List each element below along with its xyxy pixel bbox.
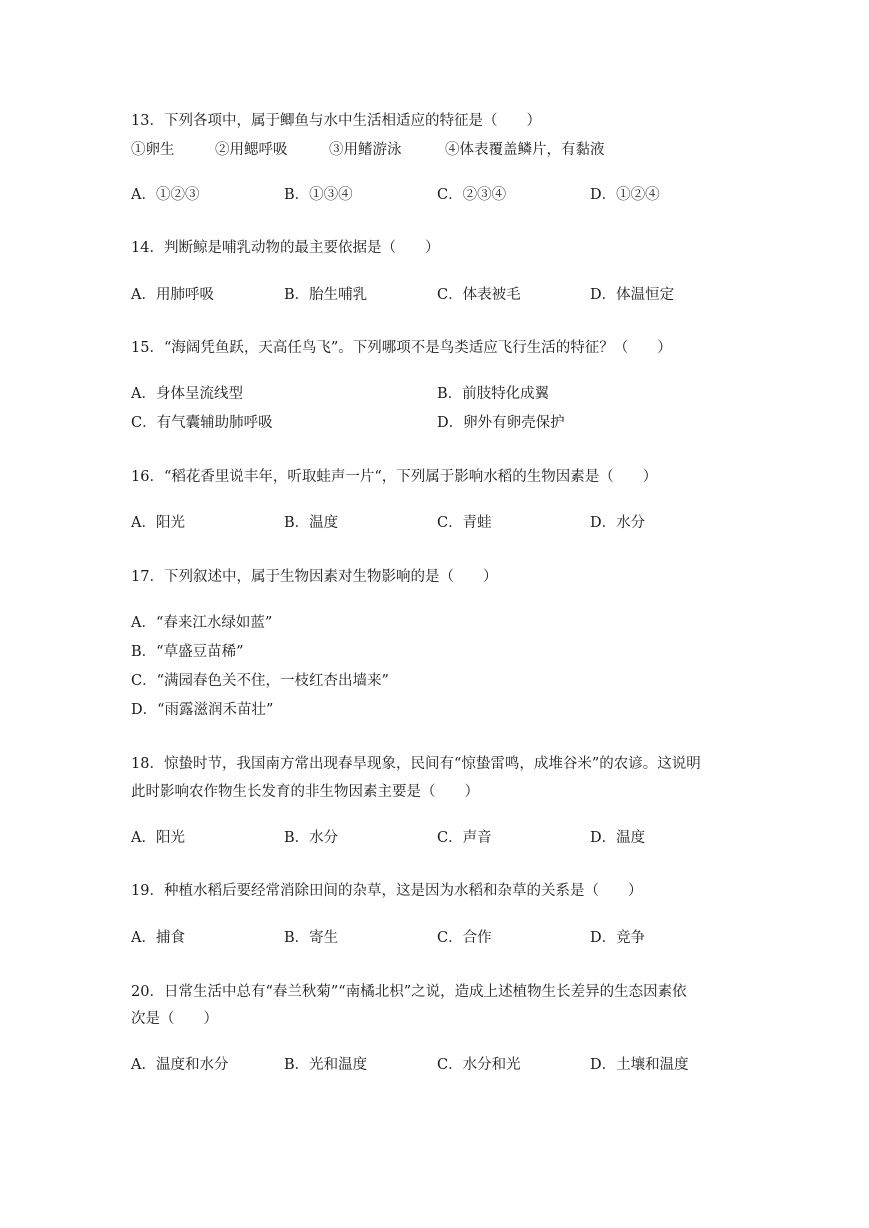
q13-option-b: B．①③④ xyxy=(284,187,353,203)
q13-option-c: C．②③④ xyxy=(437,187,507,203)
q20-option-b: B．光和温度 xyxy=(284,1057,368,1073)
q20-stem-line-2: 次是（ ） xyxy=(131,1011,218,1027)
q19-option-d: D．竞争 xyxy=(590,930,646,946)
q13-item-4: ④体表覆盖鳞片，有黏液 xyxy=(445,142,605,158)
q18-option-a: A．阳光 xyxy=(131,830,185,846)
q15-option-d: D．卵外有卵壳保护 xyxy=(437,415,565,431)
q14-option-a: A．用肺呼吸 xyxy=(131,287,214,303)
q16-option-a: A．阳光 xyxy=(131,515,185,531)
q18-stem-line-2: 此时影响农作物生长发育的非生物因素主要是（ ） xyxy=(131,784,479,800)
q18-option-d: D．温度 xyxy=(590,830,646,846)
q15-option-b: B．前肢特化成翼 xyxy=(437,386,550,402)
q15-option-a: A．身体呈流线型 xyxy=(131,386,243,402)
q13-item-2: ②用鳃呼吸 xyxy=(215,142,288,158)
q18-option-b: B．水分 xyxy=(284,830,339,846)
q18-stem-line-1: 18．惊蛰时节，我国南方常出现春旱现象，民间有“惊蛰雷鸣，成堆谷米”的农谚。这说明 xyxy=(131,756,701,772)
q16-option-d: D．水分 xyxy=(590,515,646,531)
q14-option-c: C．体表被毛 xyxy=(437,287,521,303)
q14-stem: 14．判断鲸是哺乳动物的最主要依据是（ ） xyxy=(131,240,440,256)
q19-option-c: C．合作 xyxy=(437,930,492,946)
q17-option-d: D．“雨露滋润禾苗壮” xyxy=(131,702,274,718)
q15-option-c: C．有气囊辅助肺呼吸 xyxy=(131,415,273,431)
q16-option-c: C．青蛙 xyxy=(437,515,492,531)
q17-stem: 17．下列叙述中，属于生物因素对生物影响的是（ ） xyxy=(131,569,498,585)
q19-stem: 19．种植水稻后要经常消除田间的杂草，这是因为水稻和杂草的关系是（ ） xyxy=(131,883,643,899)
q13-item-3: ③用鳍游泳 xyxy=(329,142,402,158)
q19-option-b: B．寄生 xyxy=(284,930,339,946)
q17-option-a: A．“春来江水绿如蓝” xyxy=(131,615,273,631)
q14-option-b: B．胎生哺乳 xyxy=(284,287,368,303)
q17-option-b: B．“草盛豆苗稀” xyxy=(131,644,244,660)
q20-option-c: C．水分和光 xyxy=(437,1057,521,1073)
q14-option-d: D．体温恒定 xyxy=(590,287,675,303)
q15-stem: 15．“海阔凭鱼跃，天高任鸟飞”。下列哪项不是鸟类适应飞行生活的特征？（ ） xyxy=(131,340,672,356)
q16-option-b: B．温度 xyxy=(284,515,339,531)
q20-stem-line-1: 20．日常生活中总有“春兰秋菊”“南橘北枳”之说，造成上述植物生长差异的生态因素依 xyxy=(131,984,687,1000)
q13-option-d: D．①②④ xyxy=(590,187,660,203)
q20-option-d: D．土壤和温度 xyxy=(590,1057,689,1073)
q13-option-a: A．①②③ xyxy=(131,187,200,203)
q18-option-c: C．声音 xyxy=(437,830,492,846)
q20-option-a: A．温度和水分 xyxy=(131,1057,229,1073)
q16-stem: 16．“稻花香里说丰年，听取蛙声一片“，下列属于影响水稻的生物因素是（ ） xyxy=(131,469,658,485)
q19-option-a: A．捕食 xyxy=(131,930,185,946)
q13-stem: 13．下列各项中，属于鲫鱼与水中生活相适应的特征是（ ） xyxy=(131,113,541,129)
q13-item-1: ①卵生 xyxy=(131,142,175,158)
q17-option-c: C．“满园春色关不住，一枝红杏出墙来” xyxy=(131,673,389,689)
